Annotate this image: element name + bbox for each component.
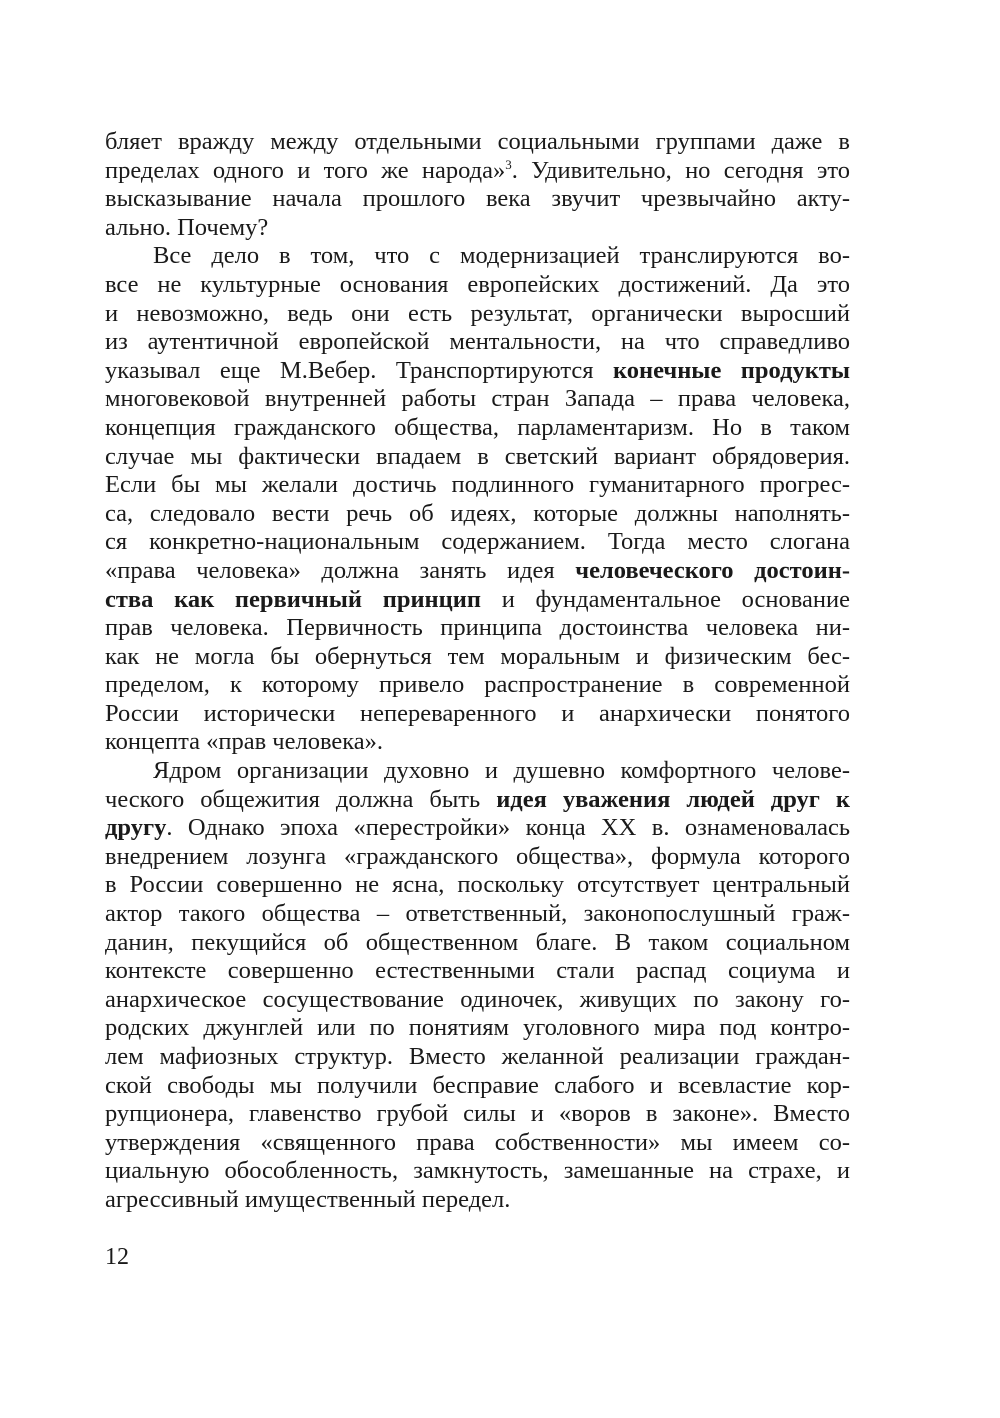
- text-line: [105, 586, 850, 615]
- text-run: и фундаментальное основание: [481, 585, 850, 613]
- text-line: са, следовало вести речь об идеях, которые должны наполнять-: [105, 499, 850, 527]
- text-run: . Удивительно, но сегодня это: [511, 156, 850, 184]
- emphasis-text: ства как первичный принцип: [105, 585, 482, 613]
- text-line: агрессивный имущественный передел.: [105, 1185, 511, 1213]
- text-line: циальную обособленность, замкнутость, замешанные на страхе, и: [105, 1157, 850, 1185]
- text-line: внедрением лозунга «гражданского общества», формула которого: [105, 842, 850, 870]
- paragraph-2: [105, 242, 850, 757]
- text-line: утверждения «священного права собственности» мы имеем со-: [105, 1128, 850, 1156]
- text-line: [105, 786, 850, 815]
- page-body: [105, 128, 850, 1215]
- paragraph-3: [105, 757, 850, 1215]
- text-line: бляет вражду между отдельными социальными группами даже в: [105, 128, 850, 155]
- text-line: концепция гражданского общества, парламентаризм. Но в таком: [105, 413, 850, 441]
- text-line: ально. Почему?: [105, 213, 269, 241]
- emphasis-text: идея уважения людей друг к: [496, 785, 850, 813]
- text-run: пределах одного и того же народа»: [105, 156, 506, 184]
- text-line: ся конкретно-национальным содержанием. Тогда место слогана: [105, 528, 850, 556]
- text-run: указывал еще М.Вебер. Транспортируются: [105, 356, 613, 384]
- text-line: родских джунглей или по понятиям уголовного мира под контро-: [105, 1014, 850, 1042]
- text-run: «права человека» должна занять идея: [105, 556, 576, 584]
- text-line: [105, 357, 850, 386]
- text-line: лем мафиозных структур. Вместо желанной реализации граждан-: [105, 1043, 850, 1070]
- text-line: прав человека. Первичность принципа достоинства человека ни-: [105, 614, 850, 642]
- text-line: рупционера, главенство грубой силы и «воров в законе». Вместо: [105, 1100, 850, 1128]
- text-line: данин, пекущийся об общественном благе. В таком социальном: [105, 928, 850, 956]
- text-run: ческого общежития должна быть: [105, 785, 497, 813]
- text-line: все не культурные основания европейских достижений. Да это: [105, 270, 850, 298]
- text-line: пределом, к которому привело распространение в современной: [105, 671, 850, 699]
- text-line: высказывание начала прошлого века звучит чрезвычайно акту-: [105, 185, 850, 213]
- text-line: концепта «прав человека».: [105, 728, 384, 756]
- text-line: ской свободы мы получили бесправие слабого и всевластие кор-: [105, 1071, 850, 1099]
- page-number: 12: [105, 1244, 129, 1270]
- paragraph-1: [105, 128, 850, 242]
- text-line: анархическое сосуществование одиночек, живущих по закону го-: [105, 985, 850, 1013]
- text-line: и невозможно, ведь они есть результат, органически выросший: [105, 299, 850, 327]
- text-line: случае мы фактически впадаем в светский вариант обрядоверия.: [105, 442, 850, 470]
- text-line: контексте совершенно естественными стали распад социума и: [105, 957, 850, 985]
- footnote-ref: 3: [505, 156, 512, 172]
- text-line: России исторически непереваренного и анархически понятого: [105, 699, 850, 727]
- text-line: Если бы мы желали достичь подлинного гуманитарного прогрес-: [105, 471, 850, 499]
- text-line: [105, 814, 850, 843]
- text-run: . Однако эпоха «перестройки» конца XX в. ознаменовалась: [166, 814, 850, 842]
- emphasis-text: человеческого достоин-: [575, 556, 850, 584]
- text-line: из аутентичной европейской ментальности, на что справедливо: [105, 328, 850, 356]
- text-line: [105, 157, 850, 186]
- emphasis-text: другу: [105, 814, 167, 842]
- text-line: многовековой внутренней работы стран Запада – права человека,: [105, 385, 850, 413]
- text-line: Все дело в том, что с модернизацией транслируются во-: [153, 242, 850, 270]
- text-line: [105, 557, 850, 586]
- text-line: в России совершенно не ясна, поскольку отсутствует центральный: [105, 871, 850, 899]
- text-line: актор такого общества – ответственный, законопослушный граж-: [105, 900, 850, 928]
- emphasis-text: конечные продукты: [612, 356, 850, 384]
- text-line: как не могла бы обернуться тем моральным и физическим бес-: [105, 642, 850, 670]
- text-line: Ядром организации духовно и душевно комфортного челове-: [153, 757, 850, 785]
